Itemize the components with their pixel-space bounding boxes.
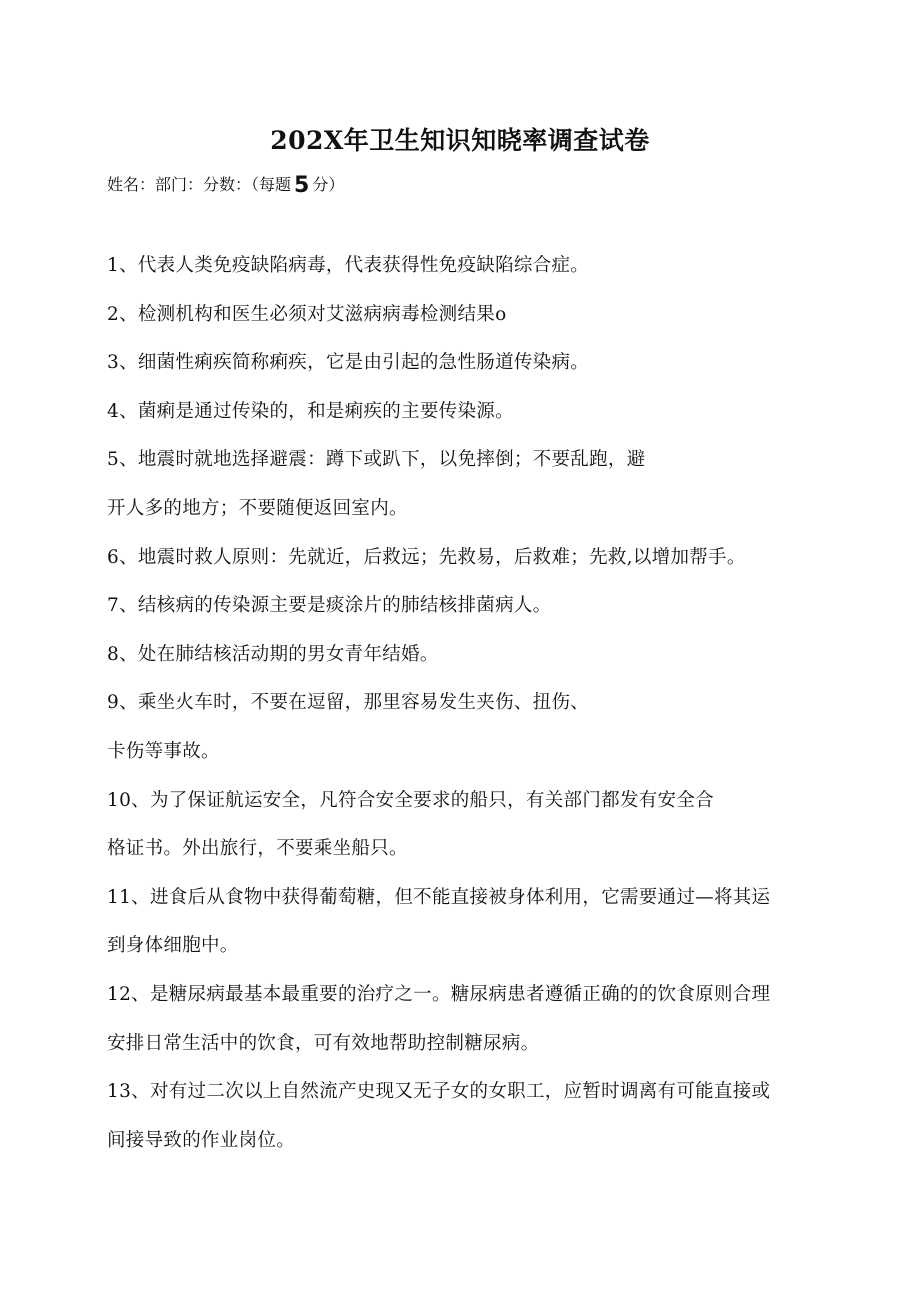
info-prefix: 姓名：部门：分数：（每题 <box>107 175 292 194</box>
text-line-19: 间接导致的作业岗位。 <box>107 1129 296 1151</box>
text-line-6: 开人多的地方；不要随便返回室内。 <box>107 497 408 519</box>
text-line-12: 10、为了保证航运安全，凡符合安全要求的船只，有关部门都发有安全合 <box>107 789 714 811</box>
question-list <box>107 249 827 1172</box>
text-line-3: 3、细菌性痢疾简称痢疾，它是由引起的急性肠道传染病。 <box>107 352 590 374</box>
info-score: 5 <box>294 173 310 198</box>
text-line-5: 5、地震时就地选择避震：蹲下或趴下，以免摔倒；不要乱跑，避 <box>107 449 646 471</box>
text-line-8: 7、结核病的传染源主要是痰涂片的肺结核排菌病人。 <box>107 595 552 617</box>
text-line-13: 格证书。外出旅行，不要乘坐船只。 <box>107 838 408 860</box>
page-title: 202X年卫生知识知晓率调查试卷 <box>270 126 650 155</box>
text-line-1: 1、代表人类免疫缺陷病毒，代表获得性免疫缺陷综合症。 <box>107 255 590 276</box>
text-line-18: 13、对有过二次以上自然流产史现又无子女的女职工，应暂时调离有可能直接或 <box>107 1081 771 1103</box>
text-line-11: 卡伤等事故。 <box>107 740 220 762</box>
text-line-7: 6、地震时救人原则：先就近，后救远；先救易，后救难；先救,以增加帮手。 <box>107 546 746 568</box>
text-line-14: 11、进食后从食物中获得葡萄糖，但不能直接被身体利用，它需要通过—将其运 <box>107 886 771 908</box>
info-suffix: 分） <box>312 175 345 194</box>
text-line-9: 8、处在肺结核活动期的男女青年结婚。 <box>107 643 439 665</box>
text-line-17: 安排日常生活中的饮食，可有效地帮助控制糖尿病。 <box>107 1032 540 1054</box>
text-line-10: 9、乘坐火车时，不要在逗留，那里容易发生夹伤、扭伤、 <box>107 692 590 714</box>
text-line-4: 4、菌痢是通过传染的，和是痢疾的主要传染源。 <box>107 400 514 422</box>
text-line-16: 12、是糖尿病最基本最重要的治疗之一。糖尿病患者遵循正确的的饮食原则合理 <box>107 983 771 1005</box>
exam-info-line <box>107 172 344 199</box>
text-line-2: 2、检测机构和医生必须对艾滋病病毒检测结果o <box>107 303 507 325</box>
text-line-15: 到身体细胞中。 <box>107 935 239 957</box>
